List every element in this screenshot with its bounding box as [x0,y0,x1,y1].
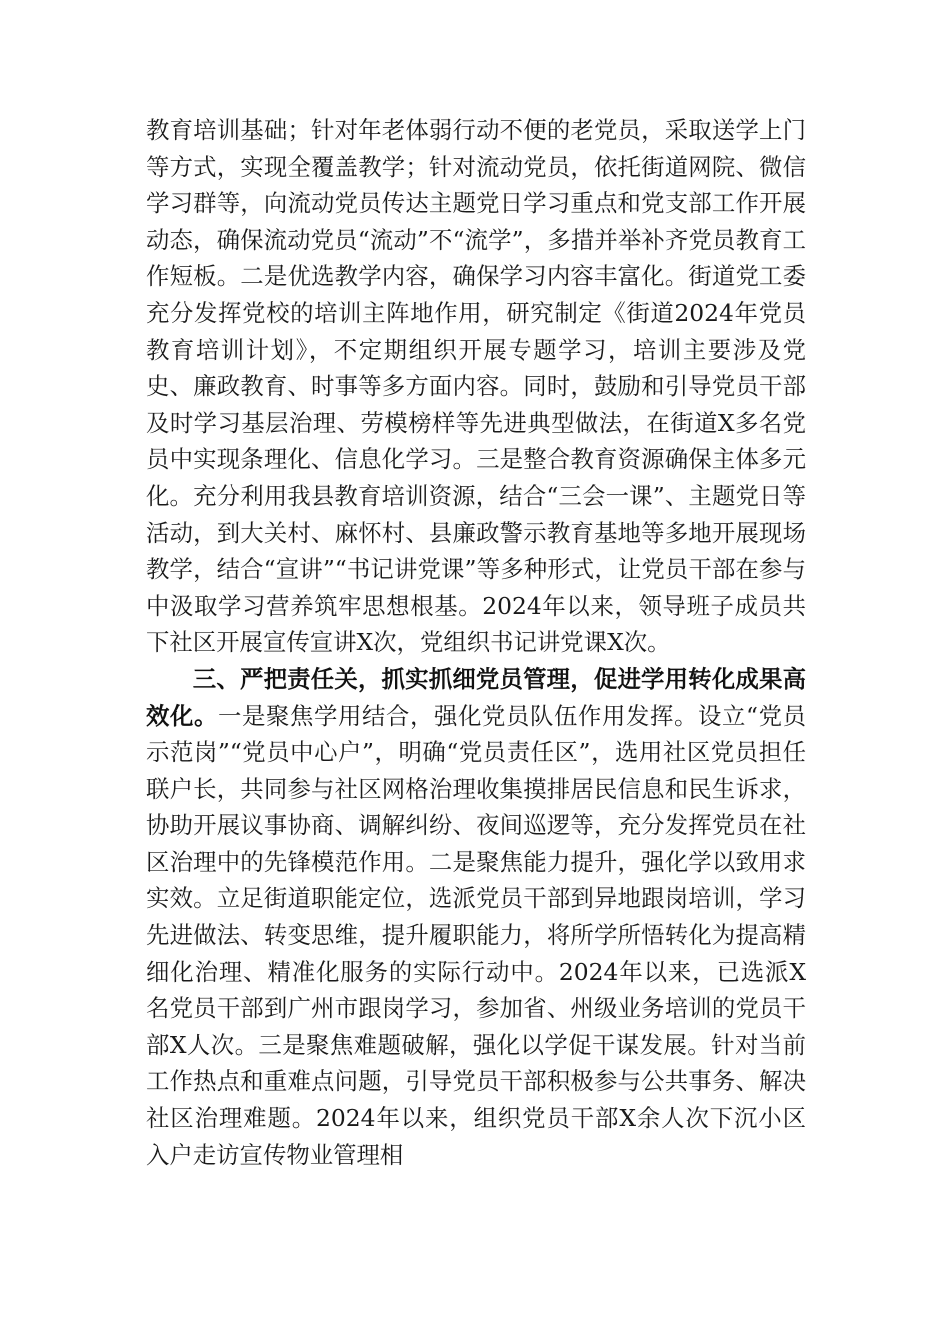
paragraph-continued: 教育培训基础；针对年老体弱行动不便的老党员，采取送学上门等方式，实现全覆盖教学；针对流动党员，依托街道网院、微信学习群等，向流动党员传达主题党日学习重点和党支部工作开展动态，确保流动党员“流动”不“流学”，多措并举补齐党员教育工作短板。二是优选教学内容，确保学习内容丰富化。街道党工委充分发挥党校的培训主阵地作用，研究制定《街道2024年党员教育培训计划》，不定期组织开展专题学习，培训主要涉及党史、廉政教育、时事等多方面内容。同时，鼓励和引导党员干部及时学习基层治理、劳模榜样等先进典型做法，在街道X多名党员中实现条理化、信息化学习。三是整合教育资源确保主体多元化。充分利用我县教育培训资源，结合“三会一课”、主题党日等活动，到大关村、麻怀村、县廉政警示教育基地等多地开展现场教学，结合“宣讲”“书记讲党课”等多种形式，让党员干部在参与中汲取学习营养筑牢思想根基。2024年以来，领导班子成员共下社区开展宣传宣讲X次，党组织书记讲党课X次。 [146,116,806,657]
paragraph-section-three [146,661,806,1173]
section-body: 一是聚焦学用结合，强化党员队伍作用发挥。设立“党员示范岗”“党员中心户”，明确“党员责任区”，选用社区党员担任联户长，共同参与社区网格治理收集摸排居民信息和民生诉求，协助开展议事协商、调解纠纷、夜间巡逻等，充分发挥党员在社区治理中的先锋模范作用。二是聚焦能力提升，强化学以致用求实效。立足街道职能定位，选派党员干部到异地跟岗培训，学习先进做法、转变思维，提升履职能力，将所学所悟转化为提高精细化治理、精准化服务的实际行动中。2024年以来，已选派X名党员干部到广州市跟岗学习，参加省、州级业务培训的党员干部X人次。三是聚焦难题破解，强化以学促干谋发展。针对当前工作热点和重难点问题，引导党员干部积极参与公共事务、解决社区治理难题。2024年以来，组织党员干部X余人次下沉小区入户走访宣传物业管理相 [146,701,806,1169]
document-page [146,112,806,1173]
section-heading: 三、严把责任关，抓实抓细党员管理，促进学用转化成果高效化。 [146,664,806,730]
